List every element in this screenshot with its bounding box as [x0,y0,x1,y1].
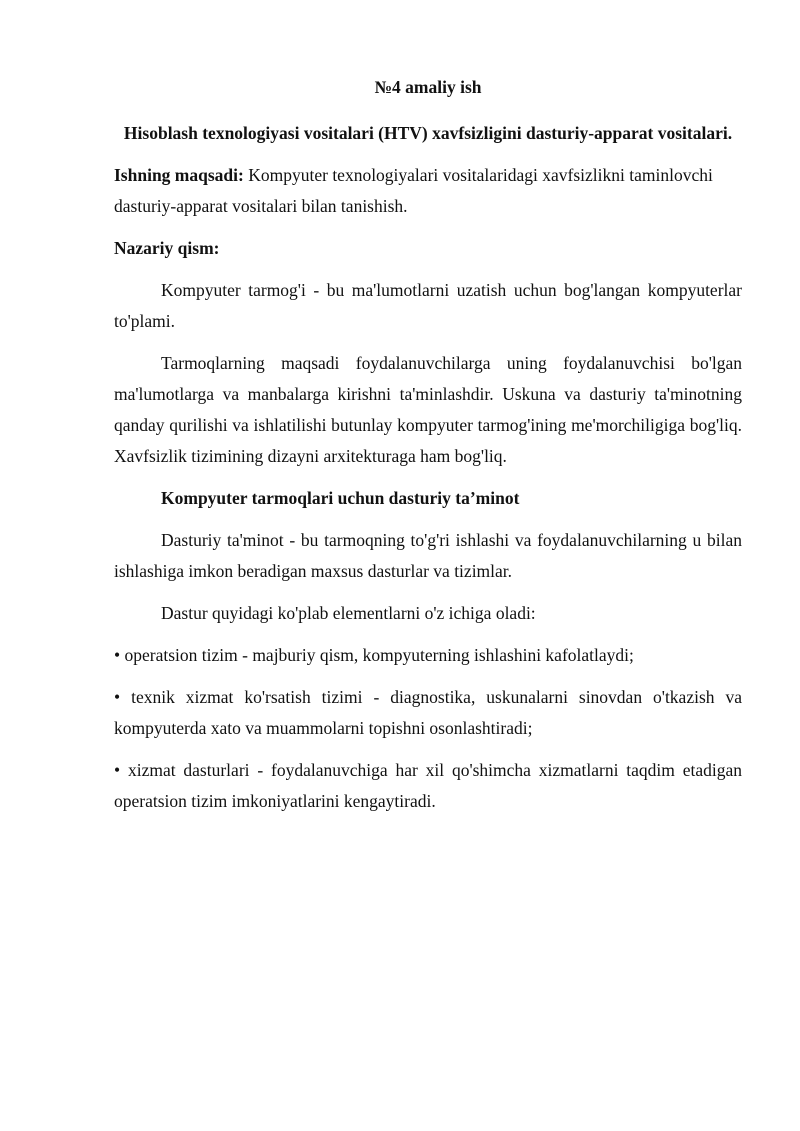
purpose-text: Kompyuter texnologiyalari vositalaridagi xavfsizlikni taminlovchi dasturiy-apparat vositalari bilan tanishish. [114,165,713,216]
theory-heading: Nazariy qism: [114,238,220,258]
document-page [114,72,742,828]
bullet-item-service-programs: • xizmat dasturlari - foydalanuvchiga har xil qo'shimcha xizmatlarni taqdim etadigan operatsion tizim imkoniyatlarini kengaytiradi. [114,760,742,811]
theory-paragraph-2: Tarmoqlarning maqsadi foydalanuvchilarga uning foydalanuvchisi bo'lgan ma'lumotlarga va manbalarga kirishni ta'minlashdir. Uskuna va dasturiy ta'minotning qanday qurilishi va ishlatilishi butunlay kompyuter tarmog'ining me'morchiligiga bog'liq. Xavfsizlik tizimining dizayni arxitekturaga ham bog'liq. [114,353,742,466]
software-heading: Kompyuter tarmoqlari uchun dasturiy taʼminot [161,488,520,508]
theory-paragraph-1: Kompyuter tarmog'i - bu ma'lumotlarni uzatish uchun bog'langan kompyuterlar to'plami. [114,280,742,331]
bullet-item-operating-system: • operatsion tizim - majburiy qism, kompyuterning ishlashini kafolatlaydi; [114,645,634,665]
software-paragraph-2: Dastur quyidagi ko'plab elementlarni o'z ichiga oladi: [161,603,536,623]
bullet-item-maintenance-system: • texnik xizmat ko'rsatish tizimi - diagnostika, uskunalarni sinovdan o'tkazish va kompyuterda xato va muammolarni topishni osonlashtiradi; [114,687,742,738]
document-title: №4 amaliy ish [374,77,482,97]
purpose-paragraph [114,160,742,222]
software-paragraph-1: Dasturiy ta'minot - bu tarmoqning to'g'ri ishlashi va foydalanuvchilarning u bilan ishlashiga imkon beradigan maxsus dasturlar va tizimlar. [114,530,742,581]
purpose-label: Ishning maqsadi: [114,165,244,185]
document-subtitle: Hisoblash texnologiyasi vositalari (HTV) xavfsizligini dasturiy-apparat vositalari. [123,123,733,143]
